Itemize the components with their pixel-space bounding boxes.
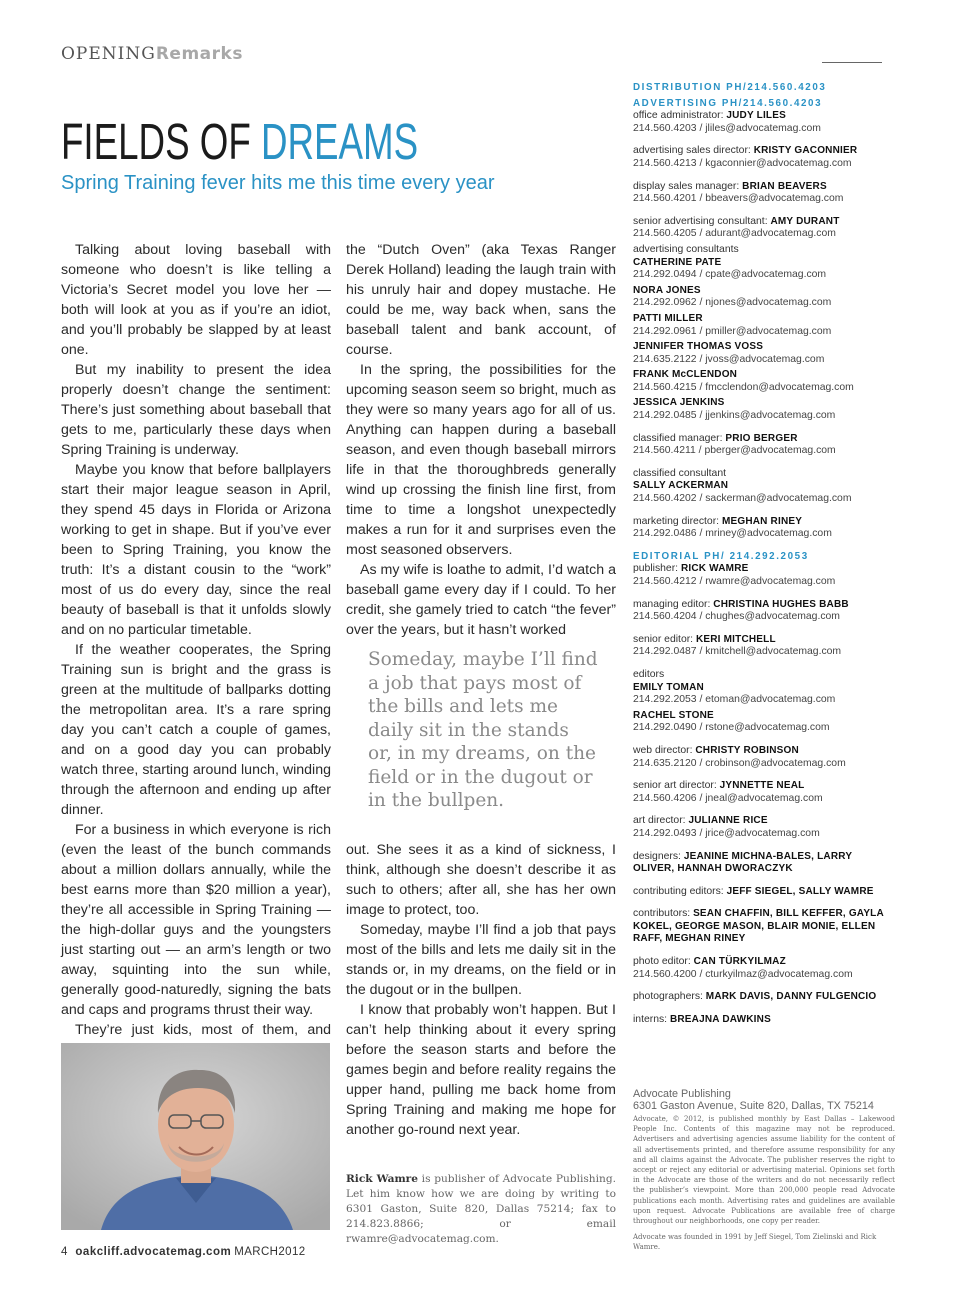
publisher-name: Advocate Publishing [633, 1088, 731, 1100]
section-label: OPENINGRemarks [61, 44, 243, 64]
staff-entry: FRANK McCLENDON 214.560.4215 / fmcclendon@advocatemag.com [633, 369, 854, 393]
issue-date: MARCH2012 [234, 1246, 306, 1258]
publisher-address: 6301 Gaston Avenue, Suite 820, Dallas, TX 75214 [633, 1100, 874, 1112]
pull-quote: Someday, maybe I’ll find a job that pays most of the bills and lets me daily sit in the stands or, in my dreams, on the field or in the dugout or in the bullpen. [368, 649, 598, 811]
staff-entry: senior art director: JYNNETTE NEAL 214.560.4206 / jneal@advocatemag.com [633, 780, 823, 804]
paragraph: But my inability to present the idea properly doesn’t change the sentiment: There’s just something about baseball that gets to me, particularly these days when Spring Training is underway. [61, 362, 331, 458]
staff-entry: art director: JULIANNE RICE 214.292.0493 / jrice@advocatemag.com [633, 815, 820, 839]
editorial-phone: EDITORIAL PH/ 214.292.2053 [633, 550, 809, 562]
website-link[interactable]: oakcliff.advocatemag.com [75, 1246, 232, 1258]
paragraph: Someday, maybe I’ll find a job that pays most of the bills and lets me daily sit in the stands or, in my dreams, on the field or in the dugout or in the bullpen. [346, 922, 616, 998]
page-title: FIELDS OF DREAMS [61, 113, 419, 170]
staff-entry: photo editor: CAN TÜRKYILMAZ 214.560.4200 / cturkyilmaz@advocatemag.com [633, 956, 853, 980]
legal-notice: Advocate, © 2012, is published monthly by East Dallas – Lakewood People Inc. Contents of this magazine may not be reproduced. Advertisers and advertising agencies assume liability for the content of all advertisements printed, and therefore assume responsibility for any and all claims against the Advocate. The publisher reserves the right to accept or reject any editorial or advertising material. Opinions set forth in the Advocate are those of the writers and do not necessarily reflect the publisher’s viewpoint. More than 200,000 people read Advocate publications each month. Advertising rates and guidelines are available upon request. Advocate Publications are available free of charge throughout our neighborhoods, one copy per reader. [633, 1115, 895, 1226]
founded-note: Advocate was founded in 1991 by Jeff Siegel, Tom Zielinski and Rick Wamre. [633, 1233, 877, 1252]
paragraph: If the weather cooperates, the Spring Training sun is bright and the grass is green at the multitude of ballparks dotting the metropolitan area. It’s a rare spring day you can’t catch a couple of games, and on a good day you can probably watch three, starting around lunch, winding through the afternoon and ending up after dinner. [61, 642, 331, 818]
staff-entry: advertising sales director: KRISTY GACONNIER 214.560.4213 / kgaconnier@advocatemag.com [633, 145, 858, 169]
distribution-phone: DISTRIBUTION PH/214.560.4203 [633, 82, 827, 93]
staff-entry: publisher: RICK WAMRE 214.560.4212 / rwamre@advocatemag.com [633, 563, 836, 587]
staff-entry: office administrator: JUDY LILES 214.560.4203 / jliles@advocatemag.com [633, 110, 821, 134]
staff-entry: contributors: SEAN CHAFFIN, BILL KEFFER, GAYLA KOKEL, GEORGE MASON, BLAIR MONIE, ELLEN RAFF, MEGHAN RINEY [633, 908, 884, 945]
portrait-illustration [61, 1043, 330, 1230]
staff-entry: managing editor: CHRISTINA HUGHES BABB 214.560.4204 / chughes@advocatemag.com [633, 598, 849, 623]
staff-entry: NORA JONES 214.292.0962 / njones@advocatemag.com [633, 284, 832, 309]
consultants-label: advertising consultants [633, 243, 739, 255]
staff-entry: marketing director: MEGHAN RINEY 214.292.0486 / mriney@advocatemag.com [633, 515, 832, 540]
paragraph: Talking about loving baseball with someone who doesn’t is like telling a Victoria’s Secret model you love her — both will look at you as if you’re an idiot, and you’ll probably be slapped by at least one. [61, 242, 331, 358]
staff-entry: EMILY TOMAN 214.292.2053 / etoman@advocatemag.com [633, 681, 836, 706]
staff-entry: RACHEL STONE 214.292.0490 / rstone@advocatemag.com [633, 709, 830, 734]
paragraph: They’re just kids, most of them, and [75, 1022, 331, 1038]
staff-entry: contributing editors: JEFF SIEGEL, SALLY WAMRE [633, 885, 874, 897]
editors-label: editors [633, 668, 665, 680]
page-number: 4 [61, 1246, 68, 1258]
page-footer [61, 1246, 306, 1258]
staff-entry: PATTI MILLER 214.292.0961 / pmiller@advocatemag.com [633, 312, 832, 337]
article-column-1 [61, 240, 331, 1060]
paragraph: I know that probably won’t happen. But I can’t help thinking about it every spring before the season starts and before the games begin and before reality regains the upper hand, pulling me back home from Spring Training and making me hope for another go-round next year. [346, 1002, 616, 1138]
staff-entry: senior editor: KERI MITCHELL 214.292.0487 / kmitchell@advocatemag.com [633, 633, 842, 658]
top-rule [822, 62, 882, 63]
paragraph: For a business in which everyone is rich (even the least of the bunch commands about a million dollars annually, while the best earns more than $20 million a year), they’re all accessible in Spring Training — the high-dollar guys and the youngsters just starting out — an arm’s length or two away, squinting into the sun while, generally good-naturedly, signing the bats and caps and programs thrust their way. [61, 822, 331, 1018]
masthead [633, 82, 895, 1026]
staff-entry: classified manager: PRIO BERGER 214.560.4211 / pberger@advocatemag.com [633, 432, 836, 457]
paragraph: out. She sees it as a kind of sickness, I think, although she doesn’t describe it as such to others; after all, she has her own image to protect, too. [346, 842, 616, 918]
author-bio: Rick Wamre is publisher of Advocate Publishing. Let him know how we are doing by writing to 6301 Gaston, Suite 820, Dallas 75214; fax to 214.823.8866; or email rwamre@advocatemag.com. [346, 1173, 616, 1245]
paragraph: As my wife is loathe to admit, I’d watch a baseball game every day if I could. To her credit, she gamely tried to catch “the fever” over the years, but it hasn’t worked [346, 562, 616, 638]
staff-entry: photographers: MARK DAVIS, DANNY FULGENCIO [633, 991, 877, 1003]
advertising-phone: ADVERTISING PH/214.560.4203 [633, 97, 823, 109]
paragraph: Maybe you know that before ballplayers start their major league season in April, they spend 45 days in Florida or Arizona working to get in shape. But if you’ve ever been to Spring Training, you know the truth: It’s a distant cousin to the “work” most of us do every day, since the real beauty of baseball is that it unfolds slowly and on no particular timetable. [61, 462, 331, 638]
staff-entry: classified consultant SALLY ACKERMAN 214.560.4202 / sackerman@advocatemag.com [633, 467, 852, 505]
paragraph: the “Dutch Oven” (aka Texas Ranger Derek Holland) leading the laugh train with his unruly hair and dopey mustache. He could be me, way back when, sans the baseball talent and bank account, of course. [346, 242, 616, 358]
staff-entry: CATHERINE PATE 214.292.0494 / cpate@advocatemag.com [633, 256, 827, 281]
staff-entry: designers: JEANINE MICHNA-BALES, LARRY OLIVER, HANNAH DWORACZYK [633, 850, 853, 875]
paragraph: In the spring, the possibilities for the upcoming season seem so bright, much as they were so many years ago for all of us. Anything can happen during a baseball season, and even though baseball mirrors life in that the thoroughbreds generally wind up crossing the finish line first, from time to time a longshot unexpectedly makes a run for it and surprises even the most seasoned observers. [346, 362, 616, 558]
article-column-2-bottom [346, 840, 616, 1140]
staff-entry: web director: CHRISTY ROBINSON 214.635.2120 / crobinson@advocatemag.com [633, 744, 846, 769]
publisher-info [633, 1088, 895, 1252]
staff-entry: interns: BREAJNA DAWKINS [633, 1013, 771, 1025]
staff-entry: JESSICA JENKINS 214.292.0485 / jjenkins@advocatemag.com [633, 397, 836, 422]
staff-entry: JENNIFER THOMAS VOSS 214.635.2122 / jvoss@advocatemag.com [633, 341, 825, 365]
subhead: Spring Training fever hits me this time every year [61, 172, 495, 194]
staff-entry: senior advertising consultant: AMY DURANT 214.560.4205 / adurant@advocatemag.com [633, 215, 840, 240]
article-column-2-top [346, 240, 616, 640]
author-photo [61, 1043, 330, 1230]
staff-entry: display sales manager: BRIAN BEAVERS 214.560.4201 / bbeavers@advocatemag.com [633, 180, 844, 205]
